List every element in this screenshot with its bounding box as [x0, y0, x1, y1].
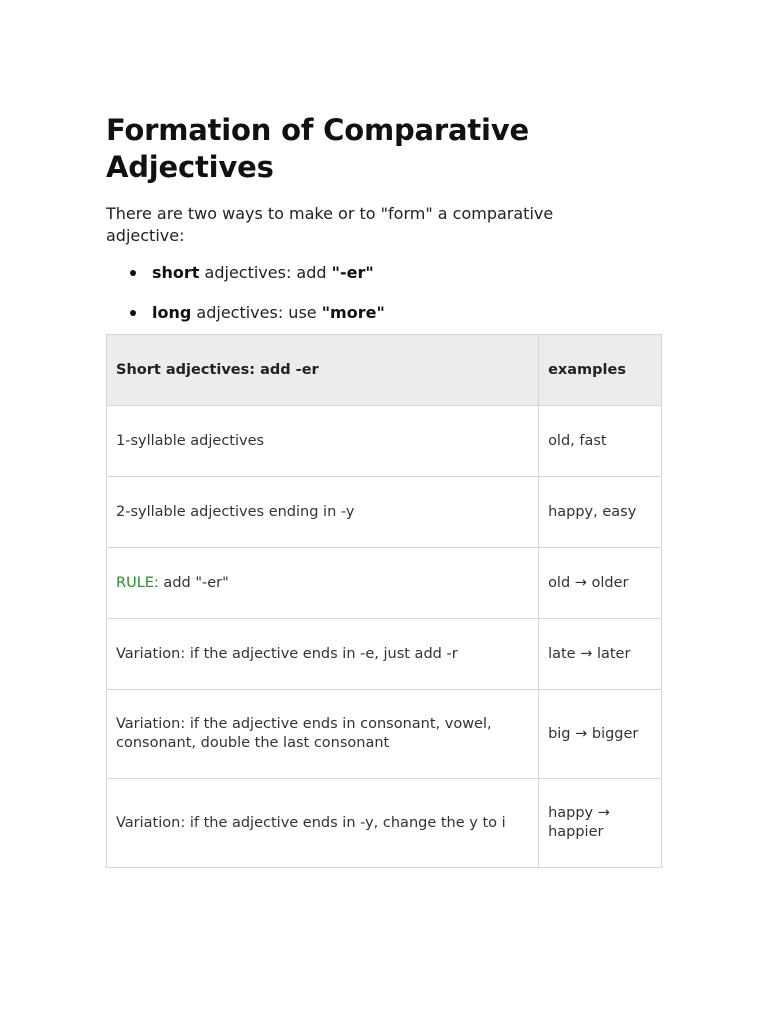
rule-cell: 1-syllable adjectives: [107, 406, 539, 477]
document-page: [106, 112, 662, 840]
intro-paragraph: There are two ways to make or to "form" a comparative adjective:: [106, 204, 554, 245]
table-row: [107, 477, 662, 548]
list-item: [152, 262, 662, 284]
rule-cell: Variation: if the adjective ends in -e, just add -r: [107, 619, 539, 690]
rule-text: add "-er": [158, 574, 229, 591]
bullet-term: long: [152, 303, 192, 322]
rule-cell: [107, 548, 539, 619]
example-cell: late → later: [539, 619, 662, 690]
table-row: [107, 690, 662, 779]
column-header-examples: examples: [539, 335, 662, 406]
rule-cell: Variation: if the adjective ends in consonant, vowel, consonant, double the last consonant: [107, 690, 539, 779]
bullet-text: adjectives: use: [191, 303, 322, 322]
comparative-rules-table: [106, 334, 662, 868]
list-item: [152, 302, 662, 324]
rule-cell: 2-syllable adjectives ending in -y: [107, 477, 539, 548]
bullet-suffix: "-er": [331, 263, 374, 282]
table-header-row: [107, 335, 662, 406]
table-row: [107, 619, 662, 690]
column-header-rule: Short adjectives: add -er: [107, 335, 539, 406]
bullet-suffix: "more": [321, 303, 385, 322]
page-title: Formation of Comparative Adjectives: [106, 113, 529, 184]
example-cell: happy → happier: [539, 779, 662, 868]
rule-cell: Variation: if the adjective ends in -y, change the y to i: [107, 779, 539, 868]
example-cell: happy, easy: [539, 477, 662, 548]
example-cell: old, fast: [539, 406, 662, 477]
bullet-term: short: [152, 263, 200, 282]
example-cell: old → older: [539, 548, 662, 619]
bullet-text: adjectives: add: [199, 263, 332, 282]
table-row: [107, 779, 662, 868]
rule-label: RULE:: [116, 574, 159, 591]
table-row: [107, 406, 662, 477]
example-cell: big → bigger: [539, 690, 662, 779]
bullet-list: [106, 262, 662, 324]
table-row: [107, 548, 662, 619]
bullet-icon: [130, 270, 136, 276]
bullet-icon: [130, 310, 136, 316]
